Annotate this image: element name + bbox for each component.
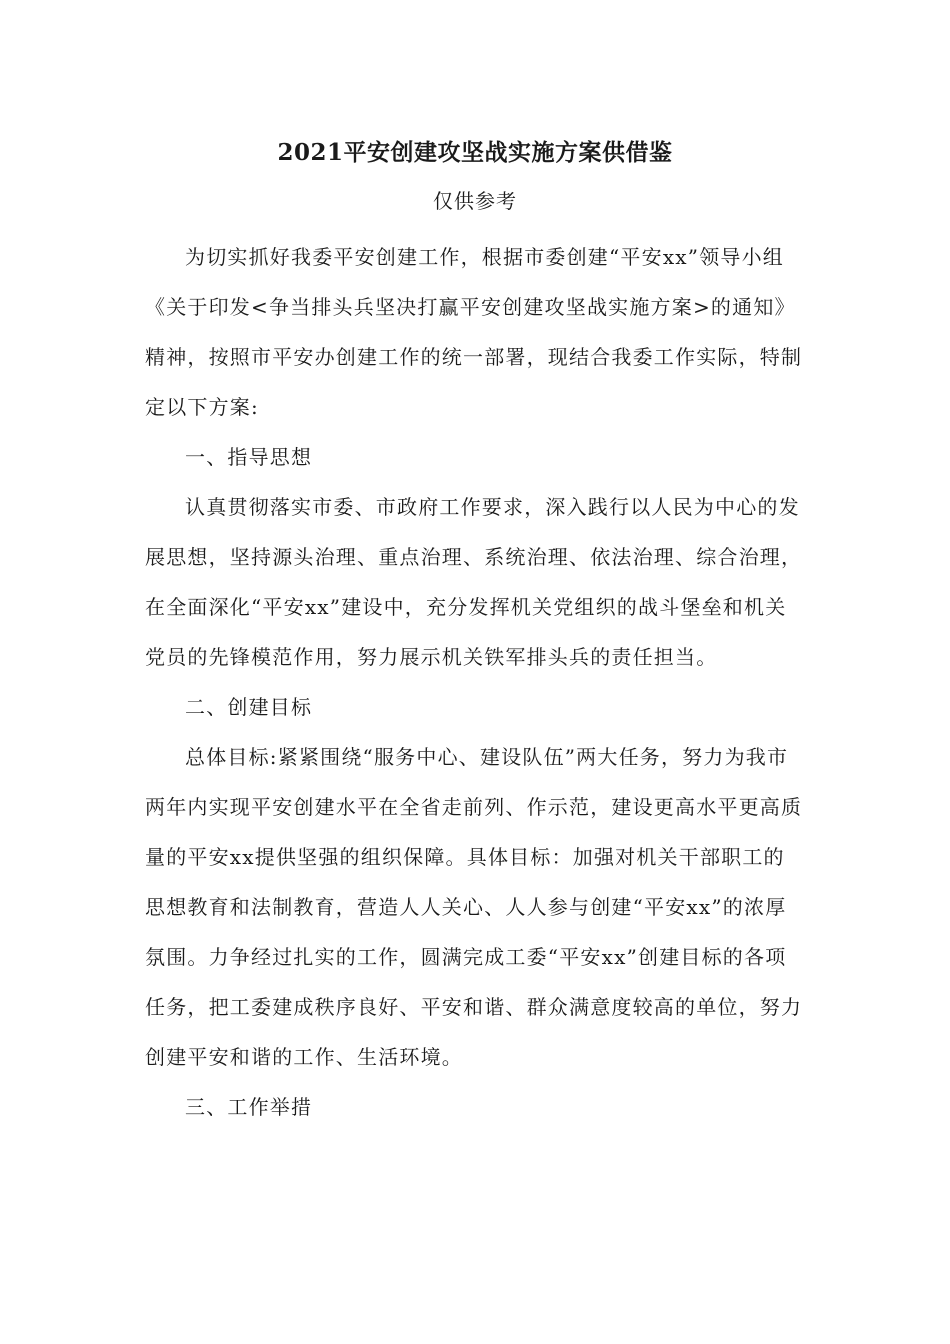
document-subtitle: 仅供参考 bbox=[433, 189, 517, 213]
intro-paragraph: 为切实抓好我委平安创建工作，根据市委创建“平安xx”领导小组《关于印发<争当排头兵坚决打赢平安创建攻坚战实施方案>的通知》精神，按照市平安办创建工作的统一部署，现结合我委工作实际，特制定以下方案: bbox=[145, 245, 803, 419]
goals-paragraph: 总体目标:紧紧围绕“服务中心、建设队伍”两大任务，努力为我市两年内实现平安创建水平在全省走前列、作示范，建设更高水平更高质量的平安xx提供坚强的组织保障。具体目标：加强对机关干部职工的思想教育和法制教育，营造人人关心、人人参与创建“平安xx”的浓厚氛围。力争经过扎实的工作，圆满完成工委“平安xx”创建目标的各项任务，把工委建成秩序良好、平安和谐、群众满意度较高的单位，努力创建平安和谐的工作、生活环境。 bbox=[145, 745, 803, 1069]
guiding-ideology-paragraph: 认真贯彻落实市委、市政府工作要求，深入践行以人民为中心的发展思想，坚持源头治理、重点治理、系统治理、依法治理、综合治理，在全面深化“平安xx”建设中，充分发挥机关党组织的战斗堡垒和机关党员的先锋模范作用，努力展示机关铁军排头兵的责任担当。 bbox=[145, 495, 803, 669]
section-heading-goals: 二、创建目标 bbox=[185, 695, 313, 719]
section-heading-measures: 三、工作举措 bbox=[185, 1095, 313, 1119]
document-body bbox=[145, 232, 805, 1132]
section-heading-guiding-ideology: 一、指导思想 bbox=[185, 445, 313, 469]
document-title: 2021平安创建攻坚战实施方案供借鉴 bbox=[277, 139, 673, 166]
